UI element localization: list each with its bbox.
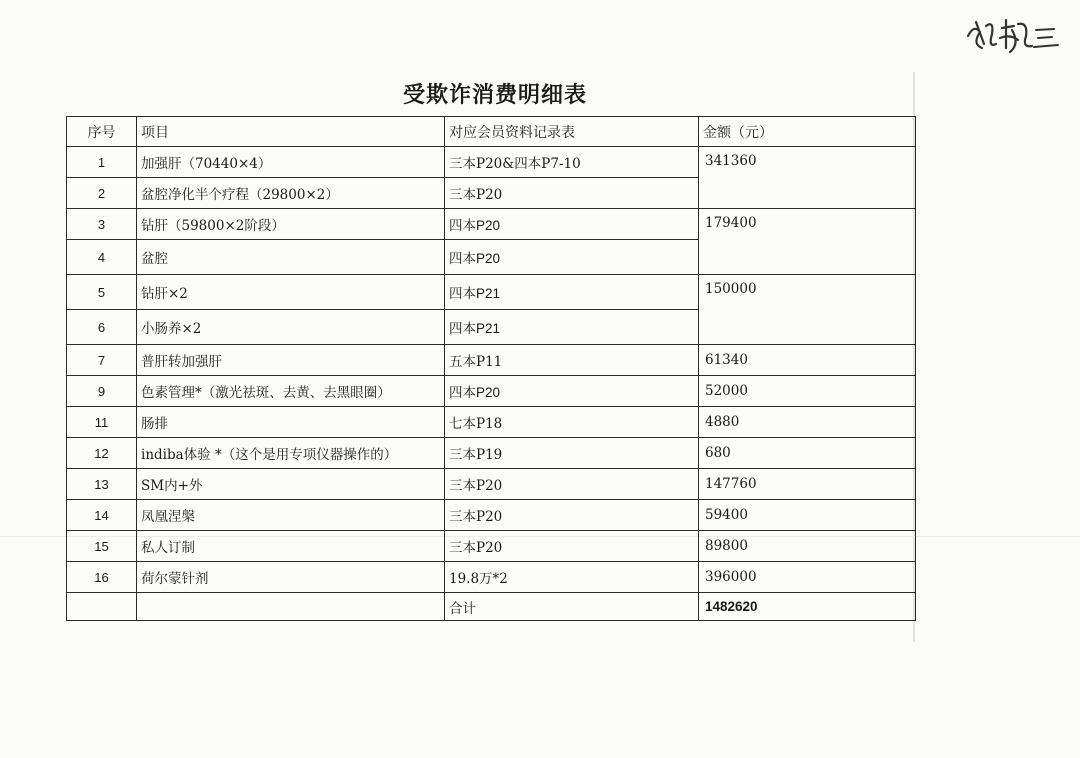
cell-amount-merged: 150000 bbox=[699, 275, 916, 345]
cell-seq-empty bbox=[67, 593, 137, 621]
cell-item: indiba体验 *（这个是用专项仪器操作的） bbox=[137, 438, 445, 469]
cell-seq: 3 bbox=[67, 209, 137, 240]
cell-seq: 11 bbox=[67, 407, 137, 438]
cell-ref: 三本P20 bbox=[445, 531, 699, 562]
cell-ref: 四本P21 bbox=[445, 310, 699, 345]
cell-seq: 16 bbox=[67, 562, 137, 593]
cell-seq: 6 bbox=[67, 310, 137, 345]
cell-seq: 9 bbox=[67, 376, 137, 407]
cell-ref: 七本P18 bbox=[445, 407, 699, 438]
cell-ref: 四本P20 bbox=[445, 376, 699, 407]
cell-amount-merged: 179400 bbox=[699, 209, 916, 275]
cell-item: 私人订制 bbox=[137, 531, 445, 562]
total-label: 合计 bbox=[445, 593, 699, 621]
cell-item: 钻肝（59800×2阶段） bbox=[137, 209, 445, 240]
expense-table bbox=[66, 116, 916, 621]
table-row bbox=[67, 376, 916, 407]
cell-seq: 4 bbox=[67, 240, 137, 275]
cell-ref: 五本P11 bbox=[445, 345, 699, 376]
cell-ref: 四本P21 bbox=[445, 275, 699, 310]
cell-item: 凤凰涅槃 bbox=[137, 500, 445, 531]
document-title: 受欺诈消费明细表 bbox=[402, 82, 587, 108]
cell-item: SM内+外 bbox=[137, 469, 445, 500]
cell-amount: 396000 bbox=[699, 562, 916, 593]
cell-item: 盆腔净化半个疗程（29800×2） bbox=[137, 178, 445, 209]
cell-item: 普肝转加强肝 bbox=[137, 345, 445, 376]
header-amount: 金额（元） bbox=[699, 117, 916, 147]
cell-amount: 59400 bbox=[699, 500, 916, 531]
table-row bbox=[67, 562, 916, 593]
cell-amount: 147760 bbox=[699, 469, 916, 500]
cell-amount: 52000 bbox=[699, 376, 916, 407]
cell-ref: 三本P20 bbox=[445, 178, 699, 209]
cell-seq: 5 bbox=[67, 275, 137, 310]
cell-ref: 三本P19 bbox=[445, 438, 699, 469]
header-ref: 对应会员资料记录表 bbox=[445, 117, 699, 147]
cell-seq: 12 bbox=[67, 438, 137, 469]
cell-seq: 2 bbox=[67, 178, 137, 209]
cell-item: 小肠养×2 bbox=[137, 310, 445, 345]
table-total-row bbox=[67, 593, 916, 621]
table-row bbox=[67, 407, 916, 438]
header-seq: 序号 bbox=[67, 117, 137, 147]
total-amount: 1482620 bbox=[699, 593, 916, 621]
table-row bbox=[67, 531, 916, 562]
cell-ref: 三本P20&四本P7-10 bbox=[445, 147, 699, 178]
table-row bbox=[67, 438, 916, 469]
cell-seq: 1 bbox=[67, 147, 137, 178]
header-item: 项目 bbox=[137, 117, 445, 147]
cell-seq: 7 bbox=[67, 345, 137, 376]
cell-item: 色素管理*（激光祛斑、去黄、去黑眼圈） bbox=[137, 376, 445, 407]
handwritten-signature bbox=[962, 14, 1062, 60]
cell-amount: 89800 bbox=[699, 531, 916, 562]
table-row bbox=[67, 275, 916, 310]
cell-ref: 四本P20 bbox=[445, 209, 699, 240]
cell-amount: 4880 bbox=[699, 407, 916, 438]
cell-ref: 四本P20 bbox=[445, 240, 699, 275]
cell-item: 荷尔蒙针剂 bbox=[137, 562, 445, 593]
table-row bbox=[67, 147, 916, 178]
cell-item: 钻肝×2 bbox=[137, 275, 445, 310]
cell-ref: 三本P20 bbox=[445, 469, 699, 500]
cell-item-empty bbox=[137, 593, 445, 621]
table-row bbox=[67, 500, 916, 531]
cell-amount: 61340 bbox=[699, 345, 916, 376]
cell-item: 加强肝（70440×4） bbox=[137, 147, 445, 178]
cell-item: 盆腔 bbox=[137, 240, 445, 275]
table-header-row bbox=[67, 117, 916, 147]
cell-ref: 三本P20 bbox=[445, 500, 699, 531]
cell-amount: 680 bbox=[699, 438, 916, 469]
cell-seq: 14 bbox=[67, 500, 137, 531]
table-row bbox=[67, 469, 916, 500]
table-row bbox=[67, 209, 916, 240]
table-row bbox=[67, 345, 916, 376]
cell-amount-merged: 341360 bbox=[699, 147, 916, 209]
cell-ref: 19.8万*2 bbox=[445, 562, 699, 593]
cell-seq: 13 bbox=[67, 469, 137, 500]
cell-item: 肠排 bbox=[137, 407, 445, 438]
cell-seq: 15 bbox=[67, 531, 137, 562]
